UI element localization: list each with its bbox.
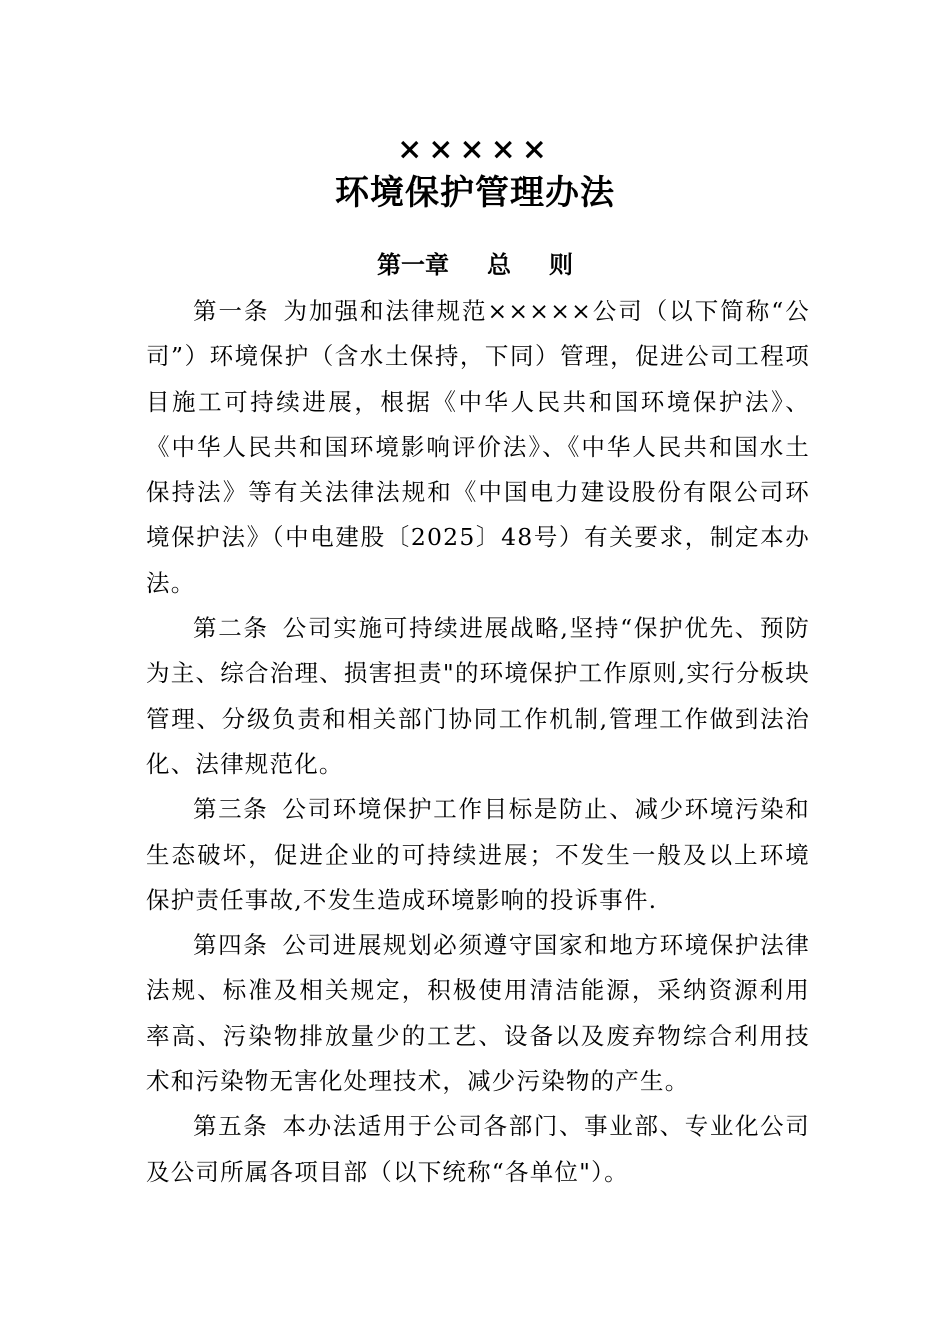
chapter-name-part2: 则: [549, 250, 573, 279]
document-title: 环境保护管理办法: [335, 173, 615, 213]
article-number: 第一条: [193, 297, 270, 325]
company-name: ×××××: [397, 132, 553, 167]
article-1: [146, 289, 810, 606]
chapter-name-part1: 总: [487, 250, 511, 279]
article-text: 公司实施可持续进展战略,坚持“保护优先、预防为主、综合治理、损害担责"的环境保护工作原则,实行分板块管理、分级负责和相关部门协同工作机制,管理工作做到法治化、法律规范化。: [146, 614, 810, 778]
document-body: [146, 289, 810, 1195]
article-2: [146, 606, 810, 787]
article-number: 第五条: [193, 1112, 269, 1141]
article-5: [146, 1104, 810, 1195]
article-text: 公司环境保护工作目标是防止、减少环境污染和生态破坏，促进企业的可持续进展；不发生一般及以上环境保护责任事故,不发生造成环境影响的投诉事件.: [146, 795, 810, 914]
article-number: 第二条: [193, 614, 269, 643]
article-text: 为加强和法律规范×××××公司（以下简称“公司”）环境保护（含水土保持，下同）管理，促进公司工程项目施工可持续进展，根据《中华人民共和国环境保护法》、《中华人民共和国环境影响评价法》、《中华人民共和国水土保持法》等有关法律法规和《中国电力建设股份有限公司环境保护法》（中电建股〔2025〕48号）有关要求，制定本办法。: [146, 297, 810, 597]
article-4: [146, 923, 810, 1104]
chapter-number: 第一章: [377, 250, 449, 279]
article-text: 公司进展规划必须遵守国家和地方环境保护法律法规、标准及相关规定，积极使用清洁能源，采纳资源利用率高、污染物排放量少的工艺、设备以及废弃物综合利用技术和污染物无害化处理技术，减少污染物的产生。: [146, 931, 810, 1096]
article-3: [146, 787, 810, 923]
article-number: 第四条: [193, 931, 269, 960]
chapter-heading: [0, 245, 950, 285]
article-number: 第三条: [193, 795, 269, 824]
article-text: 本办法适用于公司各部门、事业部、专业化公司及公司所属各项目部（以下统称“各单位"）。: [146, 1112, 810, 1186]
